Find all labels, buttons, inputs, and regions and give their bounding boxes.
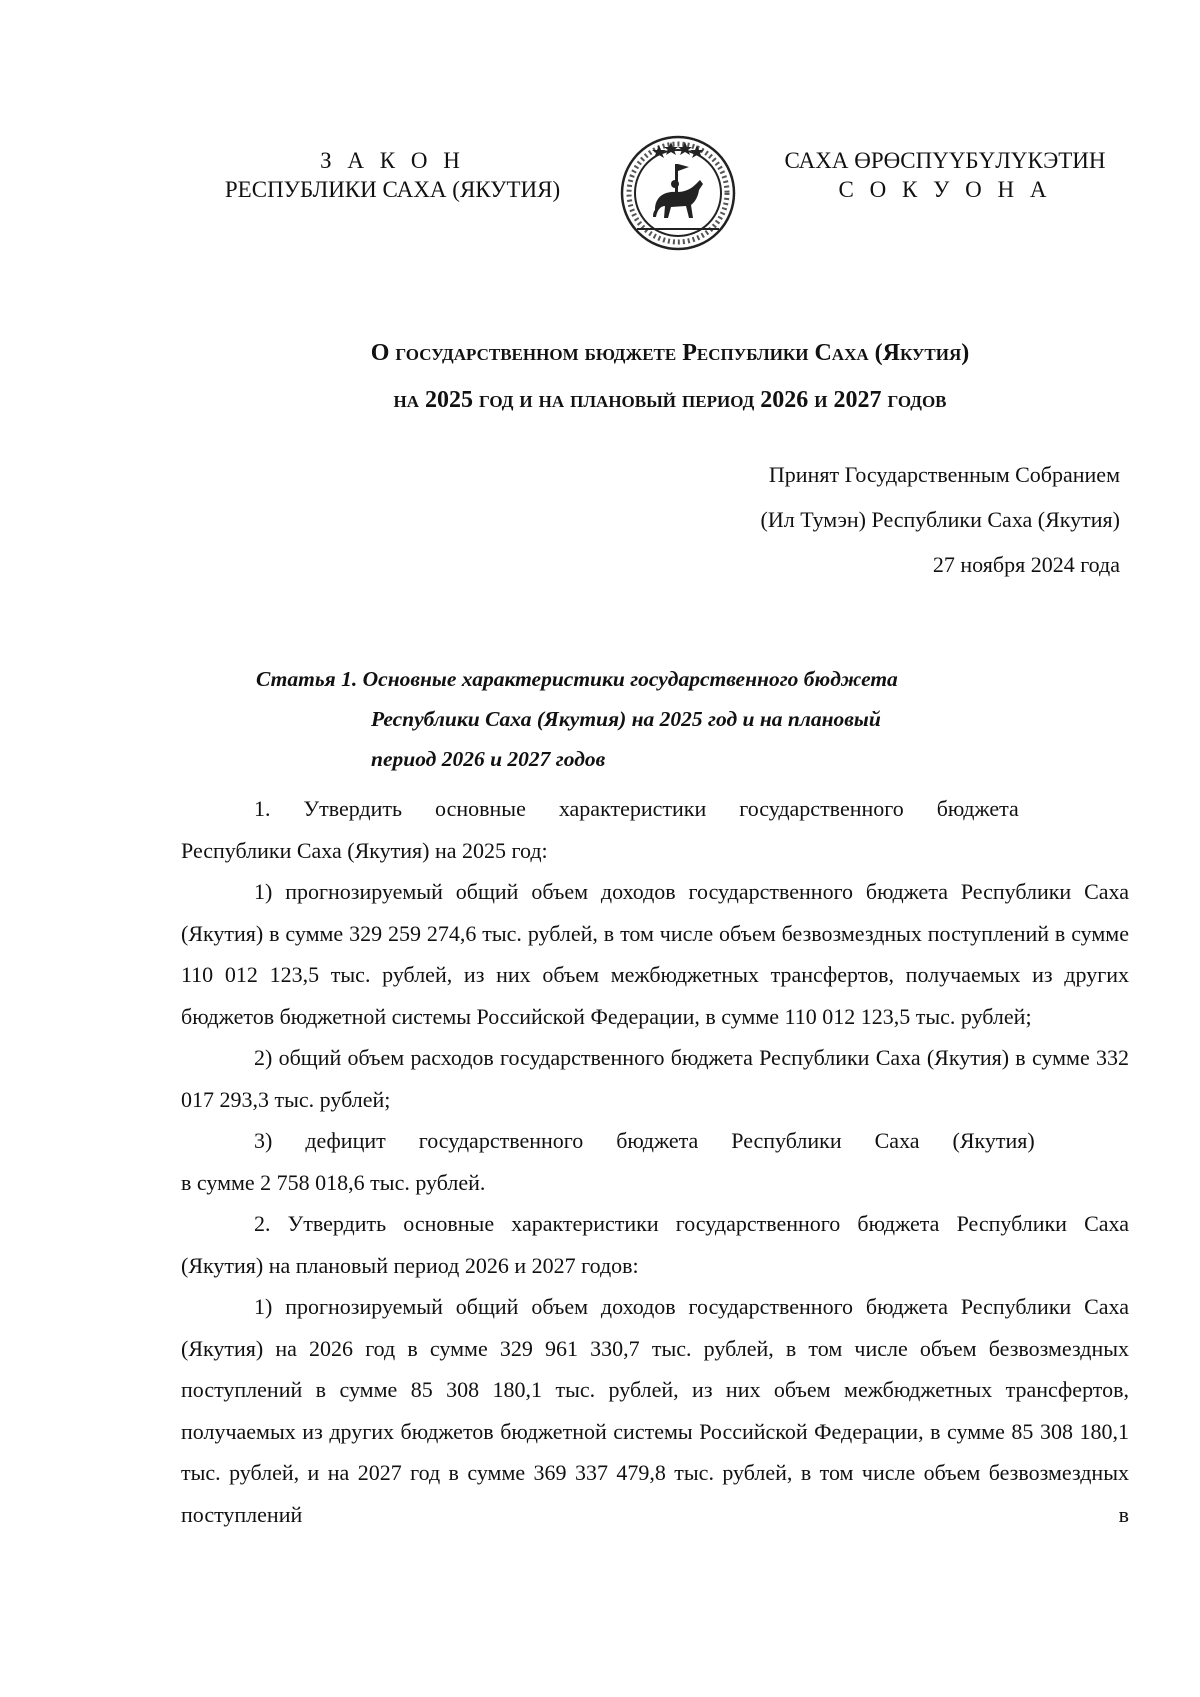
article-1-heading <box>256 659 1056 779</box>
header-left <box>200 146 585 204</box>
header-right <box>760 146 1130 204</box>
paragraph-1-line-2: Республики Саха (Якутия) на 2025 год: <box>181 837 548 863</box>
paragraph-2-item-1: 1) прогнозируемый общий объем доходов государственного бюджета Республики Саха (Якутия) на 2026 год в сумме 329 961 330,7 тыс. рублей, в том числе объем безвозмездных поступлений в сумме 85 308 180,1 тыс. рублей, из них объем межбюджетных трансфертов, получаемых из других бюджетов бюджетной системы Российской Федерации, в сумме 85 308 180,1 тыс. рублей, и на 2027 год в сумме 369 337 479,8 тыс. рублей, в том числе объем безвозмездных поступлений в <box>181 1294 1129 1527</box>
paragraph-1-item-3-line-2: в сумме 2 758 018,6 тыс. рублей. <box>181 1169 486 1195</box>
paragraph-2: 2. Утвердить основные характеристики государственного бюджета Республики Саха (Якутия) на плановый период 2026 и 2027 годов: <box>181 1211 1129 1278</box>
adoption-block <box>600 452 1120 587</box>
paragraph-1-item-1: 1) прогнозируемый общий объем доходов государственного бюджета Республики Саха (Якутия) в сумме 329 259 274,6 тыс. рублей, в том числе объем безвозмездных поступлений в сумме 110 012 123,5 тыс. рублей, из них объем межбюджетных трансфертов, получаемых из других бюджетов бюджетной системы Российской Федерации, в сумме 110 012 123,5 тыс. рублей; <box>181 879 1129 1029</box>
article-heading-line-3: период 2026 и 2027 годов <box>371 747 606 771</box>
coat-of-arms-emblem-icon <box>619 134 737 252</box>
document-title <box>170 330 1170 424</box>
adoption-date: 27 ноября 2024 года <box>932 552 1120 577</box>
law-label-sakha: С О К У О Н А <box>838 177 1052 202</box>
paragraph-1-item-3-line-1: 3) дефицит государственного бюджета Республики Саха (Якутия) <box>254 1128 1035 1153</box>
paragraph-1-line-1: 1. Утвердить основные характеристики государственного бюджета <box>254 796 1019 821</box>
republic-name-ru: РЕСПУБЛИКИ САХА (ЯКУТИЯ) <box>224 177 561 202</box>
article-heading-line-2: Республики Саха (Якутия) на 2025 год и на плановый <box>371 707 881 731</box>
adopted-line-2: (Ил Тумэн) Республики Саха (Якутия) <box>760 507 1120 532</box>
title-line-1: О государственном бюджете Республики Саха (Якутия) <box>370 340 970 366</box>
article-1-body <box>181 788 1129 1535</box>
title-line-2: на 2025 год и на плановый период 2026 и 2027 годов <box>393 387 947 413</box>
paragraph-1-item-2: 2) общий объем расходов государственного бюджета Республики Саха (Якутия) в сумме 332 017 293,3 тыс. рублей; <box>181 1045 1129 1112</box>
adopted-line-1: Принят Государственным Собранием <box>768 462 1120 487</box>
law-label-ru: З А К О Н <box>320 148 465 173</box>
republic-name-sakha: САХА ӨРӨСПҮҮБҮЛҮКЭТИН <box>784 148 1106 173</box>
article-heading-line-1: Статья 1. Основные характеристики государственного бюджета <box>256 667 898 691</box>
